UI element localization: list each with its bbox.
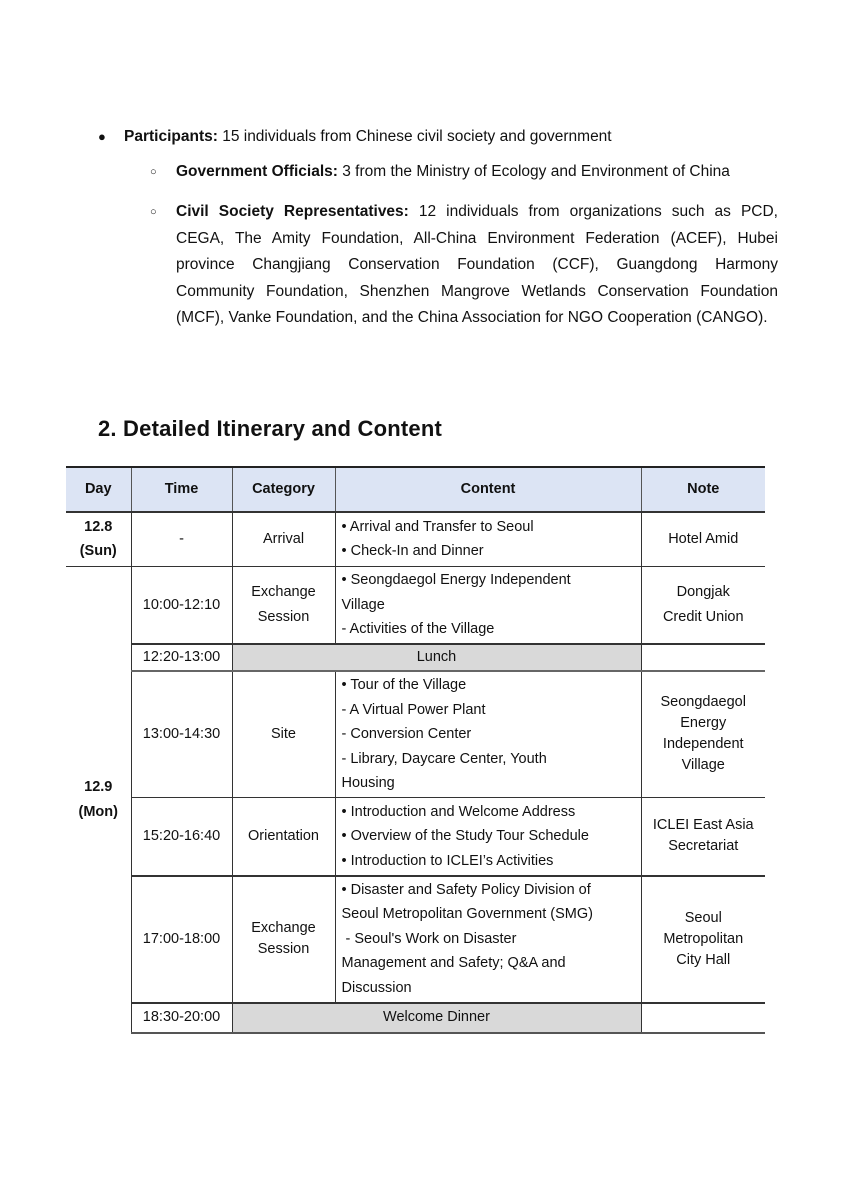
participants-bullet <box>98 124 778 151</box>
table-row <box>66 566 765 644</box>
civil-society-label: Civil Society Representatives: <box>176 203 409 220</box>
content-cell: • Introduction and Welcome Address • Overview of the Study Tour Schedule • Introduction to ICLEI’s Activities <box>335 798 641 876</box>
category-cell: Site <box>232 671 335 798</box>
time-cell: 13:00-14:30 <box>131 671 232 798</box>
note-cell <box>641 1003 765 1033</box>
table-row <box>66 876 765 1003</box>
time-cell: 17:00-18:00 <box>131 876 232 1003</box>
table-row <box>66 1003 765 1033</box>
civil-society-bullet <box>150 199 778 332</box>
content-cell: • Disaster and Safety Policy Division of Seoul Metropolitan Government (SMG) - Seoul's Work on Disaster Management and Safety; Q&A and Discussion <box>335 876 641 1003</box>
category-cell: Arrival <box>232 512 335 566</box>
category-cell: Exchange Session <box>232 566 335 644</box>
day-cell: 12.9 (Mon) <box>78 779 118 820</box>
bullet-circle-icon: ○ <box>150 165 157 178</box>
content-cell: • Seongdaegol Energy Independent Village - Activities of the Village <box>335 566 641 644</box>
lunch-cell: Lunch <box>232 644 641 671</box>
note-cell: ICLEI East Asia Secretariat <box>641 798 765 876</box>
itinerary-table <box>66 466 765 1034</box>
table-row <box>66 798 765 876</box>
header-content: Content <box>335 467 641 512</box>
participants-label: Participants: <box>124 128 218 145</box>
civil-society-text: 12 individuals from organizations such as PCD, CEGA, The Amity Foundation, All-China Environment Federation (ACEF), Hubei province Changjiang Conservation Foundation (CCF), Guangdong Harmony Community Foundation, Shenzhen Mangrove Wetlands Conservation Foundation (MCF), Vanke Foundation, and the China Association for NGO Cooperation (CANGO). <box>176 203 778 326</box>
header-category: Category <box>232 467 335 512</box>
table-row <box>66 644 765 671</box>
note-cell: Seoul Metropolitan City Hall <box>641 876 765 1003</box>
category-cell: Exchange Session <box>232 876 335 1003</box>
bullet-dot-icon: ● <box>98 129 106 144</box>
bullet-circle-icon: ○ <box>150 206 157 218</box>
note-cell <box>641 644 765 671</box>
note-cell: Seongdaegol Energy Independent Village <box>641 671 765 798</box>
category-cell: Orientation <box>232 798 335 876</box>
government-officials-text: 3 from the Ministry of Ecology and Environment of China <box>337 162 730 180</box>
time-cell: 12:20-13:00 <box>131 644 232 671</box>
time-cell: 18:30-20:00 <box>131 1003 232 1033</box>
participants-section <box>98 124 778 332</box>
government-officials-label: Government Officials: <box>176 162 338 180</box>
day-cell: 12.8 (Sun) <box>66 512 131 566</box>
note-cell: Hotel Amid <box>641 512 765 566</box>
content-cell: • Tour of the Village - A Virtual Power Plant - Conversion Center - Library, Daycare Center, Youth Housing <box>335 671 641 798</box>
section-heading: 2. Detailed Itinerary and Content <box>98 416 443 441</box>
content-cell: • Arrival and Transfer to Seoul • Check-In and Dinner <box>335 512 641 566</box>
header-day: Day <box>66 467 131 512</box>
table-row <box>66 671 765 798</box>
participants-text: 15 individuals from Chinese civil society and government <box>217 128 612 145</box>
table-header-row <box>66 467 765 512</box>
table-row <box>66 512 765 566</box>
time-cell: 10:00-12:10 <box>131 566 232 644</box>
time-cell: 15:20-16:40 <box>131 798 232 876</box>
note-cell: Dongjak Credit Union <box>641 566 765 644</box>
time-cell: - <box>131 512 232 566</box>
welcome-dinner-cell: Welcome Dinner <box>232 1003 641 1033</box>
header-note: Note <box>641 467 765 512</box>
header-time: Time <box>131 467 232 512</box>
government-officials-bullet <box>150 159 778 186</box>
